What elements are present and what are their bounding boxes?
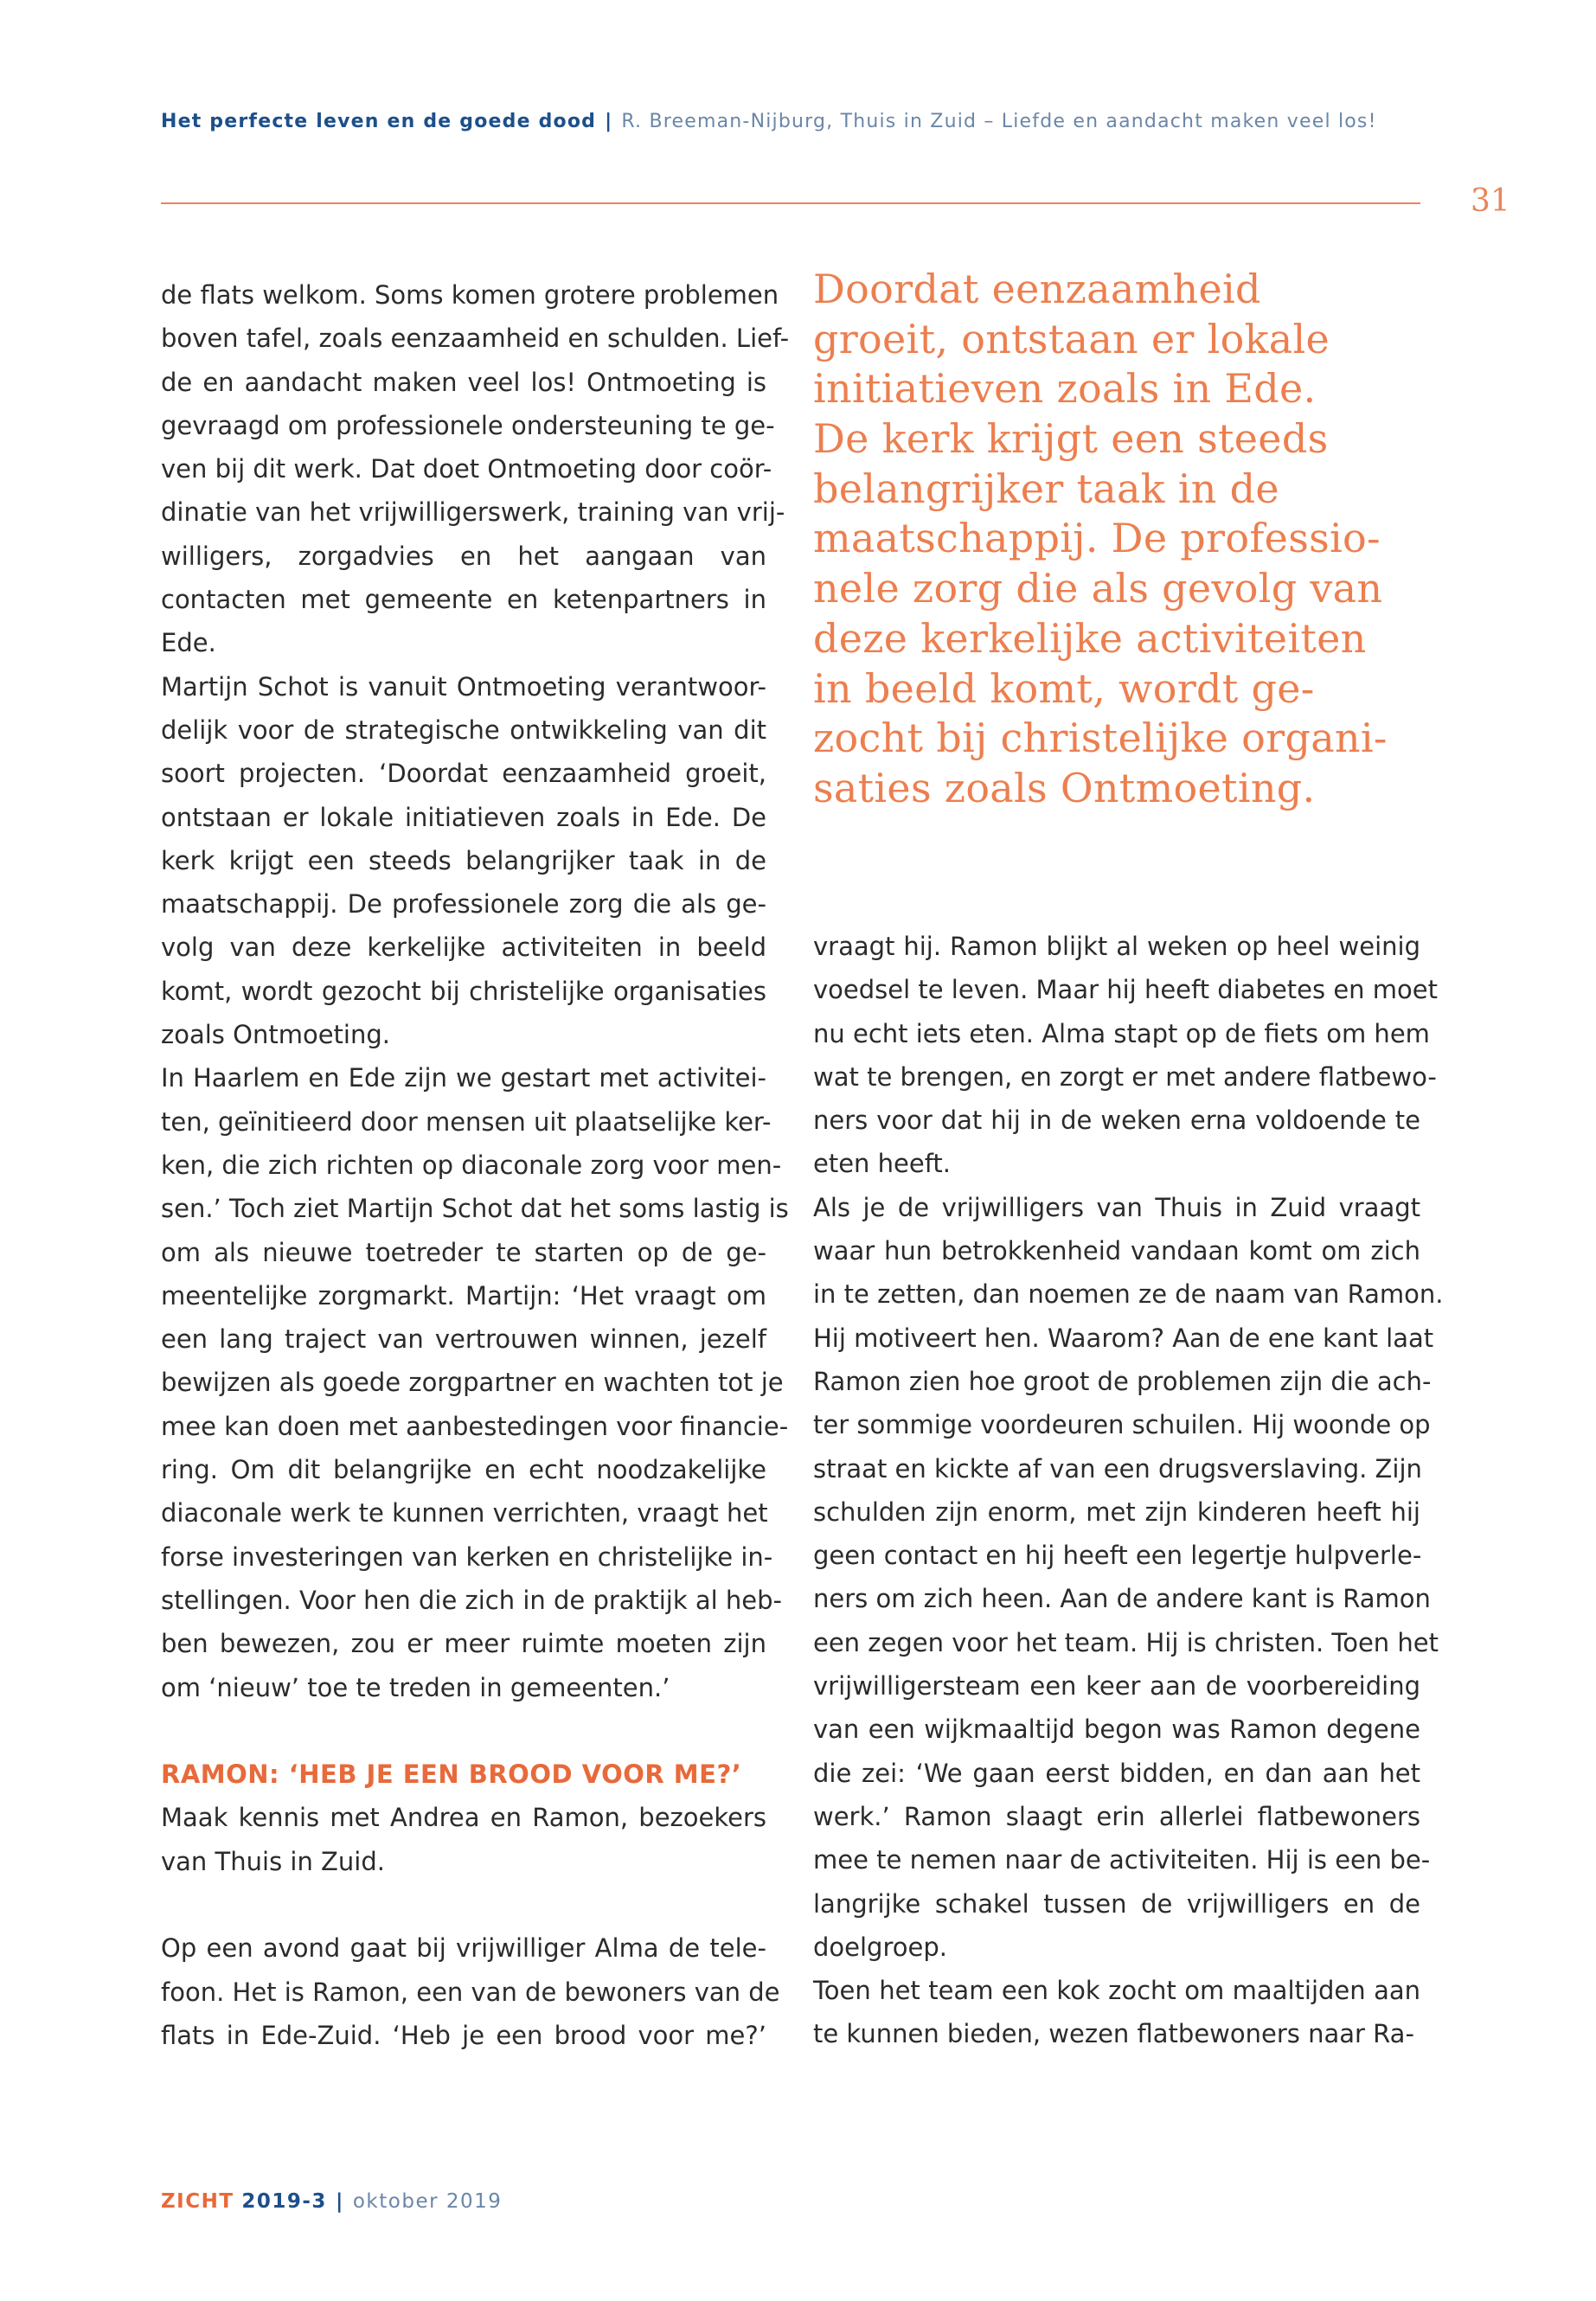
running-header: [161, 111, 1424, 132]
text-line: volg van deze kerkelijke activiteiten in beeld: [161, 933, 766, 963]
text-line: maatschappij. De professionele zorg die als ge-: [161, 889, 766, 920]
text-line: Ede.: [161, 628, 216, 658]
paragraph-gap: [161, 1883, 766, 1926]
text-line: zoals Ontmoeting.: [161, 1020, 390, 1050]
header-title: Het perfecte leven en de goede dood: [161, 111, 597, 132]
text-line: groeit, ontstaan er lokale: [813, 315, 1330, 362]
footer-separator: |: [335, 2190, 344, 2213]
pull-quote: [813, 265, 1420, 814]
text-line: komt, wordt gezocht bij christelijke organisaties: [161, 976, 766, 1006]
text-line: straat en kickte af van een drugsverslaving. Zijn: [813, 1453, 1422, 1484]
left-body-text: [161, 273, 790, 1709]
text-line: ners om zich heen. Aan de andere kant is Ramon: [813, 1584, 1431, 1614]
text-line: nu echt iets eten. Alma stapt op de fiets om hem: [813, 1018, 1430, 1048]
text-line: diaconale werk te kunnen verrichten, vraagt het: [161, 1498, 768, 1529]
intro-text: [161, 1796, 766, 1883]
page-number: 31: [1471, 183, 1510, 219]
header-separator: |: [605, 111, 613, 132]
text-line: ten, geïnitieerd door mensen uit plaatselijke ker-: [161, 1106, 772, 1137]
text-line: contacten met gemeente en ketenpartners in: [161, 585, 766, 615]
footer: [161, 2190, 502, 2213]
text-line: flats in Ede-Zuid. ‘Heb je een brood voor me?’: [161, 2020, 766, 2050]
text-line: forse investeringen van kerken en christelijke in-: [161, 1541, 773, 1572]
text-line: eten heeft.: [813, 1149, 952, 1179]
left-column: [161, 273, 790, 2057]
text-line: de en aandacht maken veel los! Ontmoeting is: [161, 367, 766, 397]
text-line: Als je de vrijwilligers van Thuis in Zuid vraagt: [813, 1192, 1420, 1222]
text-line: meentelijke zorgmarkt. Martijn: ‘Het vraagt om: [161, 1280, 766, 1311]
text-line: soort projecten. ‘Doordat eenzaamheid groeit,: [161, 759, 766, 789]
text-line: ners voor dat hij in de weken erna voldoende te: [813, 1106, 1420, 1136]
footer-magazine: ZICHT: [161, 2190, 234, 2213]
text-line: Toen het team een kok zocht om maaltijden aan: [813, 1976, 1420, 2006]
text-line: ken, die zich richten op diaconale zorg voor men-: [161, 1150, 782, 1180]
text-line: werk.’ Ramon slaagt erin allerlei flatbewoners: [813, 1801, 1420, 1831]
text-line: willigers, zorgadvies en het aangaan van: [161, 541, 766, 571]
text-line: Hij motiveert hen. Waarom? Aan de ene kant laat: [813, 1323, 1434, 1353]
header-rule: [161, 202, 1420, 204]
text-line: om als nieuwe toetreder te starten op de ge-: [161, 1237, 766, 1267]
footer-date: oktober 2019: [352, 2190, 503, 2213]
text-line: ben bewezen, zou er meer ruimte moeten zijn: [161, 1629, 766, 1659]
text-line: gevraagd om professionele ondersteuning te ge-: [161, 410, 775, 440]
text-line: Maak kennis met Andrea en Ramon, bezoekers: [161, 1803, 766, 1833]
text-line: geen contact en hij heeft een legertje hulpverle-: [813, 1541, 1422, 1571]
text-line: doelgroep.: [813, 1932, 947, 1962]
text-line: stellingen. Voor hen die zich in de praktijk al heb-: [161, 1585, 782, 1615]
text-line: ven bij dit werk. Dat doet Ontmoeting door coör-: [161, 454, 772, 484]
text-line: initiatieven zoals in Ede.: [813, 365, 1317, 413]
text-line: Doordat eenzaamheid: [813, 266, 1261, 312]
story-text: [161, 1926, 780, 2057]
text-line: van Thuis in Zuid.: [161, 1846, 385, 1876]
text-line: om ‘nieuw’ toe te treden in gemeenten.’: [161, 1672, 670, 1702]
right-column: [813, 925, 1444, 2056]
text-line: schulden zijn enorm, met zijn kinderen heeft hij: [813, 1497, 1420, 1527]
text-line: saties zoals Ontmoeting.: [813, 764, 1316, 811]
text-line: in te zetten, dan noemen ze de naam van Ramon.: [813, 1279, 1444, 1310]
section-heading: RAMON: ‘HEB JE EEN BROOD VOOR ME?’: [161, 1759, 742, 1790]
text-line: De kerk krijgt een steeds: [813, 415, 1329, 463]
text-line: belangrijker taak in de: [813, 465, 1279, 512]
text-line: vrijwilligersteam een keer aan de voorbereiding: [813, 1671, 1420, 1702]
text-line: ring. Om dit belangrijke en echt noodzakelijke: [161, 1455, 766, 1485]
text-line: kerk krijgt een steeds belangrijker taak in de: [161, 845, 766, 875]
text-line: In Haarlem en Ede zijn we gestart met activitei-: [161, 1063, 766, 1093]
text-line: Martijn Schot is vanuit Ontmoeting verantwoor-: [161, 671, 766, 702]
paragraph-gap: [161, 1709, 766, 1753]
text-line: waar hun betrokkenheid vandaan komt om zich: [813, 1236, 1420, 1266]
text-line: in beeld komt, wordt ge-: [813, 664, 1315, 712]
text-line: zocht bij christelijke organi-: [813, 715, 1388, 762]
right-body-text: [813, 925, 1444, 2056]
text-line: wat te brengen, en zorgt er met andere flatbewo-: [813, 1061, 1437, 1092]
header-subtitle: R. Breeman-Nijburg, Thuis in Zuid – Liefde en aandacht maken veel los!: [621, 111, 1377, 132]
text-line: te kunnen bieden, wezen flatbewoners naar Ra-: [813, 2019, 1414, 2049]
text-line: mee kan doen met aanbestedingen voor financie-: [161, 1411, 789, 1441]
text-line: de flats welkom. Soms komen grotere problemen: [161, 280, 779, 310]
text-line: voedsel te leven. Maar hij heeft diabetes en moet: [813, 975, 1438, 1005]
text-line: delijk voor de strategische ontwikkeling van dit: [161, 715, 766, 745]
text-line: van een wijkmaaltijd begon was Ramon degene: [813, 1715, 1420, 1745]
text-line: nele zorg die als gevolg van: [813, 565, 1383, 612]
text-line: sen.’ Toch ziet Martijn Schot dat het soms lastig is: [161, 1194, 789, 1224]
text-line: een lang traject van vertrouwen winnen, jezelf: [161, 1324, 766, 1355]
text-line: mee te nemen naar de activiteiten. Hij is een be-: [813, 1845, 1431, 1875]
text-line: deze kerkelijke activiteiten: [813, 614, 1367, 662]
text-line: boven tafel, zoals eenzaamheid en schulden. Lief-: [161, 324, 790, 354]
text-line: Ramon zien hoe groot de problemen zijn die ach-: [813, 1366, 1432, 1396]
text-line: Op een avond gaat bij vrijwilliger Alma de tele-: [161, 1933, 766, 1964]
text-line: een zegen voor het team. Hij is christen. Toen het: [813, 1627, 1439, 1657]
text-line: foon. Het is Ramon, een van de bewoners van de: [161, 1977, 780, 2007]
text-line: die zei: ‘We gaan eerst bidden, en dan aan het: [813, 1758, 1420, 1788]
text-line: vraagt hij. Ramon blijkt al weken op heel weinig: [813, 932, 1420, 961]
footer-issue: 2019-3: [241, 2190, 327, 2213]
text-line: ter sommige voordeuren schuilen. Hij woonde op: [813, 1410, 1431, 1440]
text-line: langrijke schakel tussen de vrijwilligers en de: [813, 1888, 1420, 1919]
text-line: bewijzen als goede zorgpartner en wachten tot je: [161, 1368, 784, 1398]
text-line: dinatie van het vrijwilligerswerk, training van vrij-: [161, 497, 785, 528]
text-line: ontstaan er lokale initiatieven zoals in Ede. De: [161, 802, 766, 832]
text-line: maatschappij. De professio-: [813, 515, 1381, 562]
